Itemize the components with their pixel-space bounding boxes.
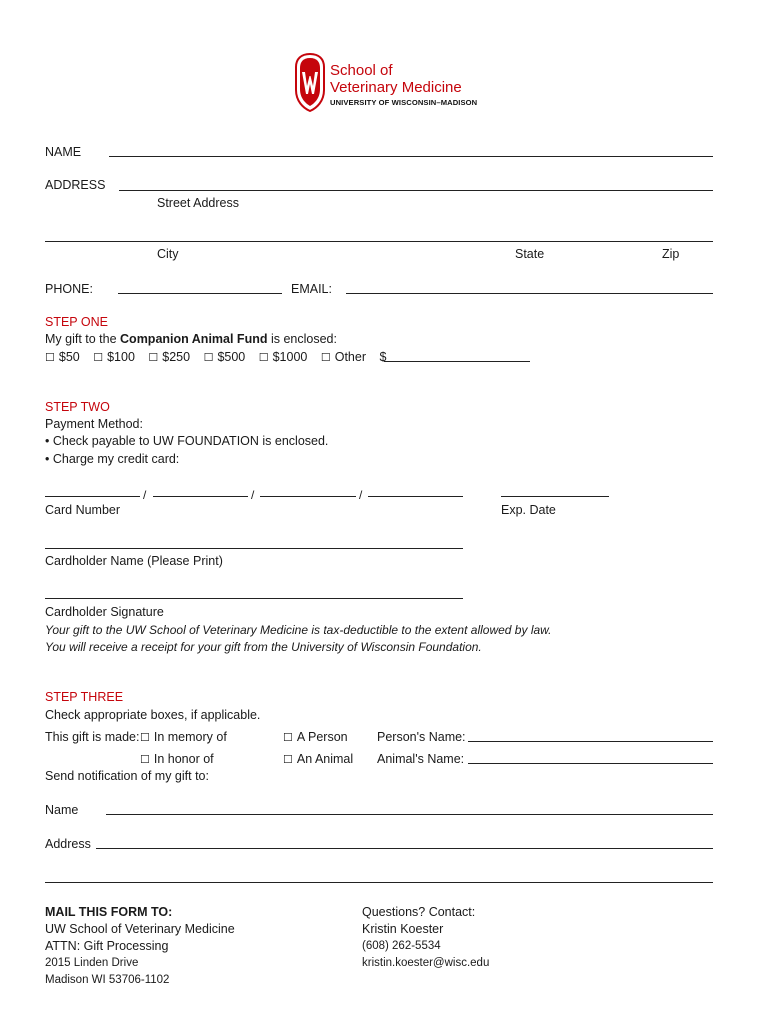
- in-honor-option[interactable]: [140, 752, 214, 766]
- phone-label: PHONE:: [45, 282, 93, 296]
- option-other-label: Other: [334, 350, 366, 364]
- persons-name-field-line[interactable]: [468, 741, 713, 742]
- tax-note-2: You will receive a receipt for your gift from the University of Wisconsin Foundation.: [45, 640, 482, 654]
- in-honor-label: In honor of: [153, 752, 214, 766]
- a-person-option[interactable]: [283, 730, 348, 744]
- checkbox-icon[interactable]: ☐: [140, 732, 150, 744]
- cardholder-name-caption: Cardholder Name (Please Print): [45, 554, 223, 568]
- option-50-label: $50: [58, 350, 80, 364]
- checkbox-icon[interactable]: ☐: [283, 732, 293, 744]
- fund-name: Companion Animal Fund: [120, 332, 268, 346]
- step-one-text-pre: My gift to the: [45, 332, 121, 346]
- checkbox-icon[interactable]: ☐: [148, 352, 159, 364]
- other-amount-field-line[interactable]: [384, 361, 530, 362]
- zip-caption: Zip: [662, 247, 680, 261]
- notify-label: Send notification of my gift to:: [45, 769, 209, 783]
- tax-note-1: Your gift to the UW School of Veterinary Medicine is tax-deductible to the extent allowed by law.: [45, 623, 552, 637]
- check-option[interactable]: • Check payable to UW FOUNDATION is enclosed.: [45, 434, 329, 448]
- state-caption: State: [515, 247, 545, 261]
- option-100[interactable]: [93, 350, 135, 364]
- contact-email[interactable]: kristin.koester@wisc.edu: [362, 957, 490, 969]
- logo-line-1: School of: [330, 62, 393, 79]
- card-number-group-4[interactable]: [368, 484, 463, 497]
- logo-line-2: Veterinary Medicine: [330, 79, 462, 96]
- option-500-label: $500: [217, 350, 246, 364]
- checkbox-icon[interactable]: ☐: [93, 352, 104, 364]
- checkbox-icon[interactable]: ☐: [320, 352, 331, 364]
- a-person-label: A Person: [296, 730, 348, 744]
- mail-line-2: ATTN: Gift Processing: [45, 939, 169, 953]
- contact-heading: Questions? Contact:: [362, 905, 476, 919]
- option-1000[interactable]: [259, 350, 308, 364]
- mail-line-4: Madison WI 53706-1102: [45, 974, 170, 986]
- street-field-line[interactable]: [119, 190, 713, 191]
- signature-field-line[interactable]: [45, 598, 463, 599]
- email-label: EMAIL:: [291, 282, 332, 296]
- card-number-group-2[interactable]: [153, 484, 248, 497]
- contact-name: Kristin Koester: [362, 922, 444, 936]
- in-memory-label: In memory of: [153, 730, 227, 744]
- payment-method-label: Payment Method:: [45, 417, 143, 431]
- logo-line-3: UNIVERSITY OF WISCONSIN–MADISON: [330, 98, 478, 107]
- step-one-text: [45, 332, 337, 346]
- city-caption: City: [157, 247, 179, 261]
- address-label: ADDRESS: [45, 178, 106, 192]
- mail-heading: MAIL THIS FORM TO:: [45, 905, 173, 919]
- step-one-heading: STEP ONE: [45, 315, 108, 329]
- email-field-line[interactable]: [346, 293, 713, 294]
- option-50[interactable]: [45, 350, 80, 364]
- card-number-group-1[interactable]: [45, 484, 140, 497]
- notify-name-field-line[interactable]: [106, 814, 713, 815]
- street-caption: Street Address: [157, 196, 239, 210]
- persons-name-label: Person's Name:: [377, 730, 466, 744]
- name-label: NAME: [45, 145, 82, 159]
- card-number-group-3[interactable]: [260, 484, 356, 497]
- exp-date-field-line[interactable]: [501, 496, 609, 497]
- signature-caption: Cardholder Signature: [45, 605, 164, 619]
- notify-address-field-line-2[interactable]: [45, 882, 713, 883]
- card-number-caption: Card Number: [45, 503, 121, 517]
- an-animal-label: An Animal: [296, 752, 354, 766]
- name-field-line[interactable]: [109, 156, 713, 157]
- uw-crest-icon: [294, 52, 326, 112]
- option-1000-label: $1000: [272, 350, 308, 364]
- option-500[interactable]: [204, 350, 246, 364]
- step-two-heading: STEP TWO: [45, 400, 110, 414]
- animals-name-field-line[interactable]: [468, 763, 713, 764]
- phone-field-line[interactable]: [118, 293, 282, 294]
- mail-line-3: 2015 Linden Drive: [45, 957, 139, 969]
- checkbox-icon[interactable]: ☐: [203, 352, 214, 364]
- checkbox-icon[interactable]: ☐: [283, 754, 293, 766]
- option-100-label: $100: [107, 350, 135, 364]
- contact-phone: (608) 262-5534: [362, 940, 441, 952]
- amount-options: [45, 350, 386, 364]
- gift-made-label: This gift is made:: [45, 730, 140, 744]
- checkbox-icon[interactable]: ☐: [258, 352, 269, 364]
- notify-address-label: Address: [45, 837, 91, 851]
- other-dollar-sign: $: [379, 350, 387, 364]
- school-logo: [294, 52, 494, 114]
- animals-name-label: Animal's Name:: [377, 752, 465, 766]
- mail-line-1: UW School of Veterinary Medicine: [45, 922, 235, 936]
- step-one-text-post: is enclosed:: [267, 332, 337, 346]
- option-other[interactable]: [321, 350, 366, 364]
- option-250[interactable]: [148, 350, 190, 364]
- step-three-instruction: Check appropriate boxes, if applicable.: [45, 708, 261, 722]
- city-state-zip-field-line[interactable]: [45, 241, 713, 242]
- cardholder-name-field-line[interactable]: [45, 548, 463, 549]
- an-animal-option[interactable]: [283, 752, 353, 766]
- exp-date-caption: Exp. Date: [501, 503, 556, 517]
- step-three-heading: STEP THREE: [45, 690, 124, 704]
- checkbox-icon[interactable]: ☐: [45, 352, 55, 364]
- notify-address-field-line[interactable]: [96, 848, 713, 849]
- option-250-label: $250: [162, 350, 191, 364]
- credit-card-option[interactable]: • Charge my credit card:: [45, 452, 180, 466]
- in-memory-option[interactable]: [140, 730, 227, 744]
- checkbox-icon[interactable]: ☐: [140, 754, 150, 766]
- notify-name-label: Name: [45, 803, 79, 817]
